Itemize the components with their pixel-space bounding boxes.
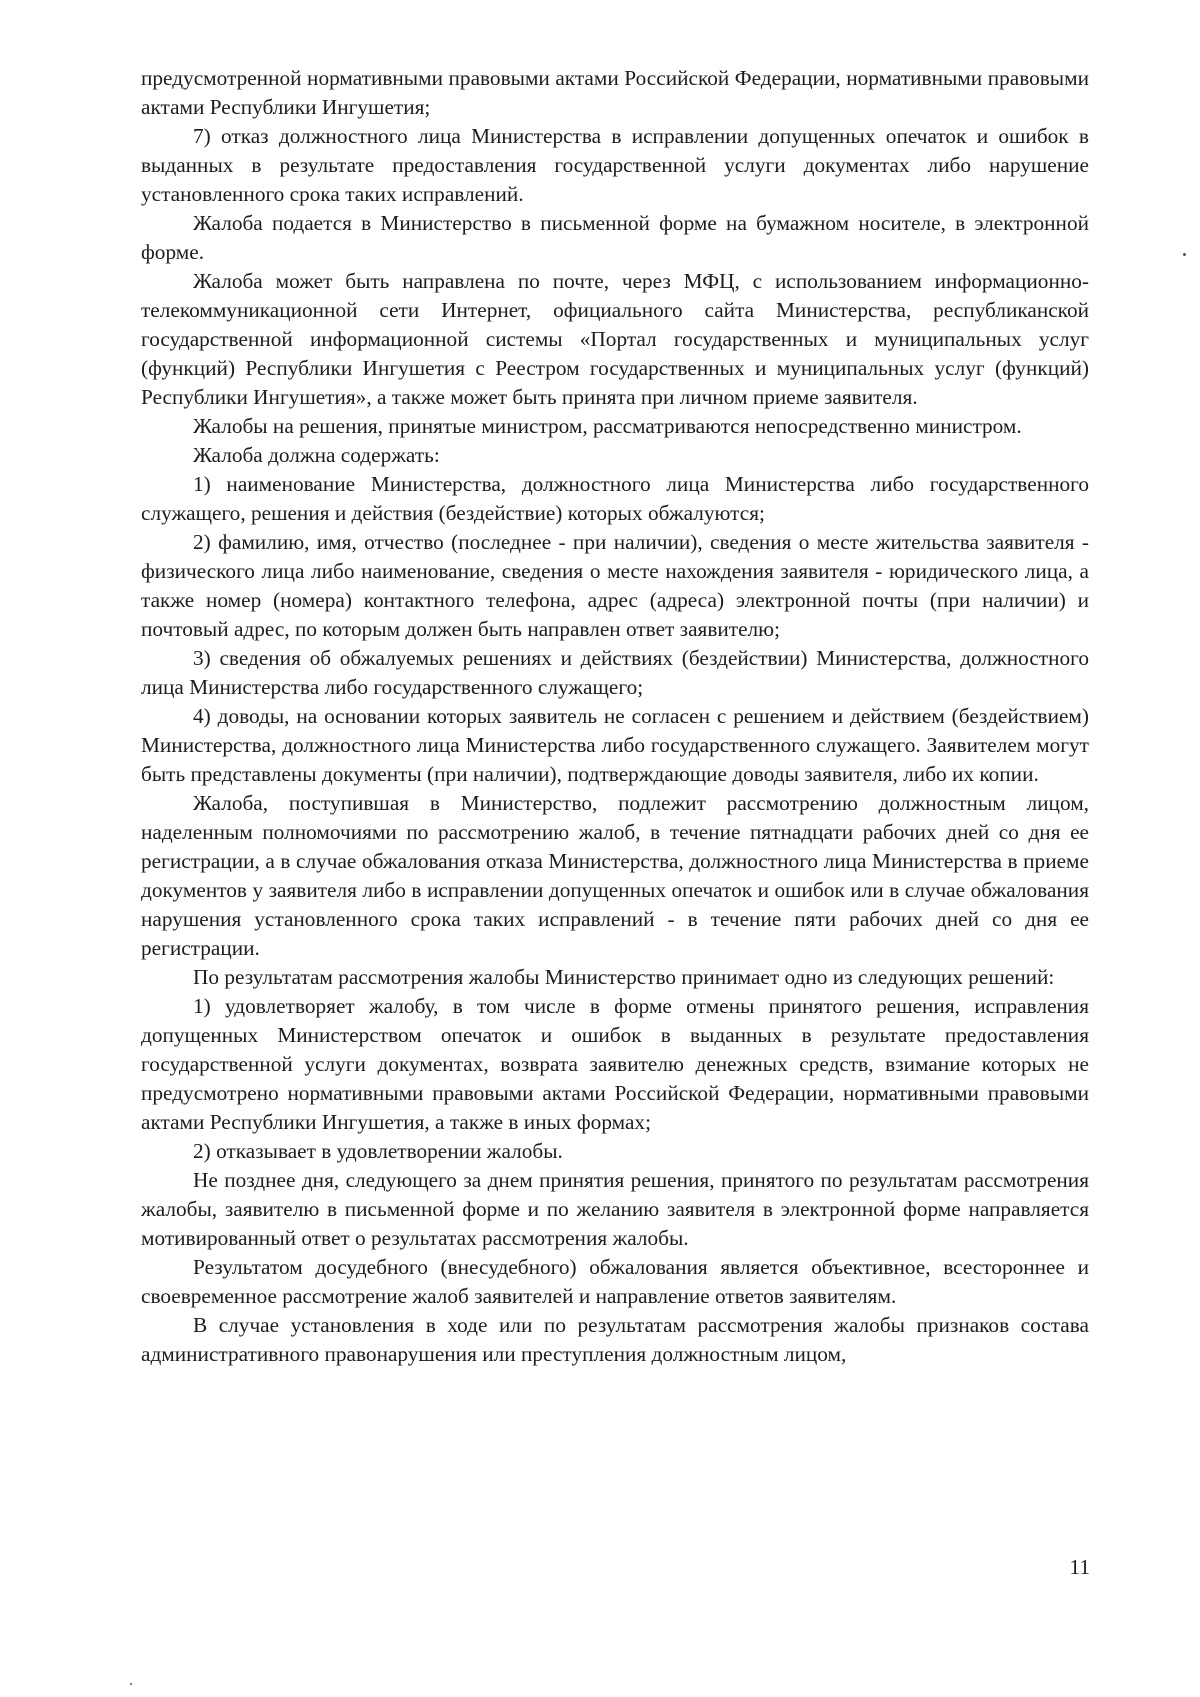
paragraph: В случае установления в ходе или по результатам рассмотрения жалобы признаков состава административного правонарушения или преступления должностным лицом, bbox=[141, 1313, 1089, 1366]
paragraph: Жалобы на решения, принятые министром, рассматриваются непосредственно министром. bbox=[193, 414, 1022, 438]
paragraph: 2) фамилию, имя, отчество (последнее - при наличии), сведения о месте жительства заявителя - физического лица либо наименование, сведения о месте нахождения заявителя - юридического лица, а также номер (номера) контактного телефона, адрес (адреса) электронной почты (при наличии) и почтовый адрес, по которым должен быть направлен ответ заявителю; bbox=[141, 530, 1089, 641]
paragraph: 1) наименование Министерства, должностного лица Министерства либо государственного служащего, решения и действия (бездействие) которых обжалуются; bbox=[141, 472, 1089, 525]
paragraph: Не позднее дня, следующего за днем принятия решения, принятого по результатам рассмотрения жалобы, заявителю в письменной форме и по желанию заявителя в электронной форме направляется мотивированный ответ о результатах рассмотрения жалобы. bbox=[141, 1168, 1089, 1250]
paragraph: предусмотренной нормативными правовыми актами Российской Федерации, нормативными правовыми актами Республики Ингушетия; bbox=[141, 66, 1089, 119]
body-text bbox=[141, 64, 1089, 1369]
page-number: 11 bbox=[1069, 1555, 1090, 1579]
paragraph: 7) отказ должностного лица Министерства в исправлении допущенных опечаток и ошибок в выданных в результате предоставления государственной услуги документах либо нарушение установленного срока таких исправлений. bbox=[141, 124, 1089, 206]
scan-speck bbox=[1183, 253, 1186, 256]
paragraph: По результатам рассмотрения жалобы Министерство принимает одно из следующих решений: bbox=[193, 965, 1055, 989]
paragraph: 1) удовлетворяет жалобу, в том числе в форме отмены принятого решения, исправления допущенных Министерством опечаток и ошибок в выданных в результате предоставления государственной услуги документах, возврата заявителю денежных средств, взимание которых не предусмотрено нормативными правовыми актами Российской Федерации, нормативными правовыми актами Республики Ингушетия, а также в иных формах; bbox=[141, 994, 1089, 1134]
paragraph: Жалоба может быть направлена по почте, через МФЦ, с использованием информационно-телекоммуникационной сети Интернет, официального сайта Министерства, республиканской государственной информационной системы «Портал государственных и муниципальных услуг (функций) Республики Ингушетия с Реестром государственных и муниципальных услуг (функций) Республики Ингушетия», а также может быть принята при личном приеме заявителя. bbox=[141, 269, 1089, 409]
paragraph: Жалоба, поступившая в Министерство, подлежит рассмотрению должностным лицом, наделенным полномочиями по рассмотрению жалоб, в течение пятнадцати рабочих дней со дня ее регистрации, а в случае обжалования отказа Министерства, должностного лица Министерства в приеме документов у заявителя либо в исправлении допущенных опечаток и ошибок или в случае обжалования нарушения установленного срока таких исправлений - в течение пяти рабочих дней со дня ее регистрации. bbox=[141, 791, 1089, 960]
paragraph: Жалоба подается в Министерство в письменной форме на бумажном носителе, в электронной форме. bbox=[141, 211, 1089, 264]
scan-speck bbox=[130, 1683, 132, 1685]
paragraph: 2) отказывает в удовлетворении жалобы. bbox=[193, 1139, 563, 1163]
paragraph: 4) доводы, на основании которых заявитель не согласен с решением и действием (бездействием) Министерства, должностного лица Министерства либо государственного служащего. Заявителем могут быть представлены документы (при наличии), подтверждающие доводы заявителя, либо их копии. bbox=[141, 704, 1089, 786]
paragraph: 3) сведения об обжалуемых решениях и действиях (бездействии) Министерства, должностного лица Министерства либо государственного служащего; bbox=[141, 646, 1089, 699]
paragraph: Результатом досудебного (внесудебного) обжалования является объективное, всестороннее и своевременное рассмотрение жалоб заявителей и направление ответов заявителям. bbox=[141, 1255, 1089, 1308]
paragraph: Жалоба должна содержать: bbox=[193, 443, 440, 467]
